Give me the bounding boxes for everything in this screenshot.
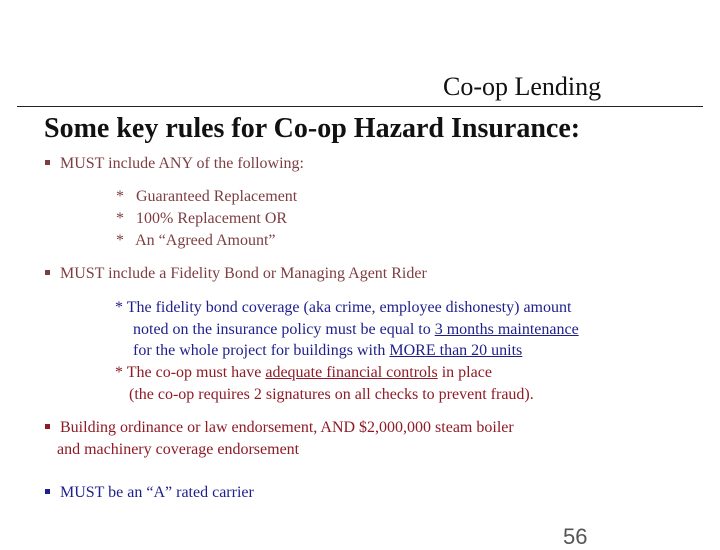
text: noted on the insurance policy must be equal to [133, 321, 435, 338]
sub-item-text [133, 341, 522, 361]
sub-item-text [133, 320, 579, 340]
sub-item-text [115, 363, 492, 383]
underlined-text: 3 months maintenance [434, 321, 579, 338]
text: for the whole project for buildings with [133, 342, 390, 359]
bullet-square-icon [45, 489, 50, 494]
sub-item: * Guaranteed Replacement [116, 188, 298, 205]
bullet-text: Building ordinance or law endorsement, AND $2,000,000 steam boiler [60, 419, 514, 436]
slide-title: Some key rules for Co-op Hazard Insurance: [44, 113, 581, 144]
sub-item: * 100% Replacement OR [116, 210, 288, 227]
bullet-fidelity-bond [45, 264, 427, 284]
bullet-a-rated-carrier [45, 483, 254, 503]
bullet-square-icon [45, 424, 50, 429]
page-number: 56 [563, 524, 588, 549]
bullet-square-icon [45, 270, 50, 275]
text: * The co-op must have [115, 364, 266, 381]
sub-item-text: (the co-op requires 2 signatures on all checks to prevent fraud). [129, 386, 534, 403]
bullet-text: MUST be an “A” rated carrier [60, 484, 254, 501]
divider [17, 106, 703, 107]
bullet-must-include-any [45, 154, 304, 174]
underlined-text: adequate financial controls [265, 364, 438, 381]
underlined-text: MORE than 20 units [389, 342, 523, 359]
section-header: Co-op Lending [443, 72, 602, 101]
sub-item-text: * The fidelity bond coverage (aka crime, employee dishonesty) amount [115, 299, 572, 316]
sub-item: * An “Agreed Amount” [116, 232, 276, 249]
bullet-building-ordinance [45, 418, 514, 438]
bullet-text: MUST include a Fidelity Bond or Managing Agent Rider [60, 265, 427, 282]
bullet-text-continued: and machinery coverage endorsement [57, 441, 300, 458]
text: in place [437, 364, 492, 381]
bullet-square-icon [45, 160, 50, 165]
bullet-text: MUST include ANY of the following: [60, 155, 304, 172]
